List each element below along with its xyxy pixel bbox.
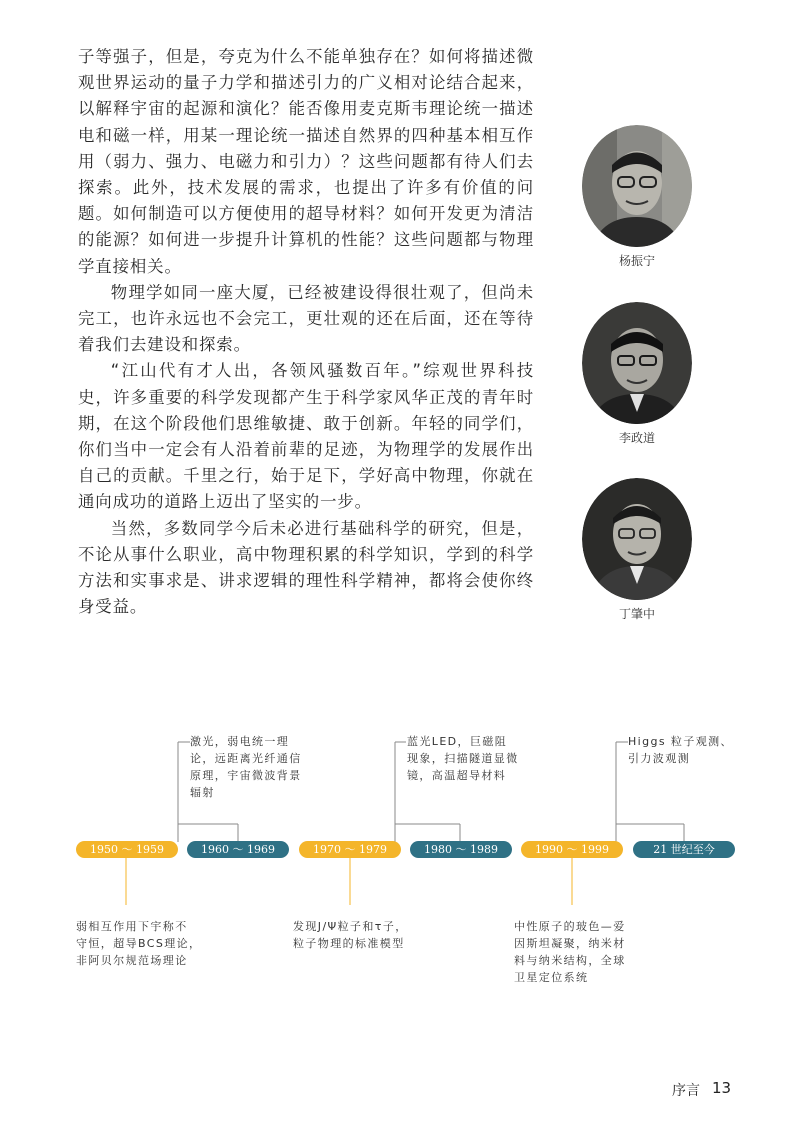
note-line: 论，远距离光纤通信 [190, 752, 302, 765]
note-line: 弱相互作用下宇称不 [76, 920, 188, 933]
timeline-period-1990s: 1990 ～ 1999 [521, 841, 623, 858]
note-line: 因斯坦凝聚，纳米材 [514, 937, 626, 950]
portrait-caption-yang: 杨振宁 [618, 254, 655, 268]
timeline-period-1950s: 1950 ～ 1959 [76, 841, 178, 858]
timeline-note-1970s [293, 918, 408, 952]
note-line: 粒子物理的标准模型 [293, 937, 405, 950]
timeline-note-1960s [190, 733, 302, 801]
note-line: 非阿贝尔规范场理论 [76, 954, 188, 967]
note-line: Higgs 粒子观测、 [628, 735, 733, 748]
timeline-period-1980s: 1980 ～ 1989 [410, 841, 512, 858]
timeline-period-1970s: 1970 ～ 1979 [299, 841, 401, 858]
portrait-caption-ding: 丁肇中 [618, 607, 655, 621]
timeline-note-1980s [407, 733, 519, 784]
note-line: 镜，高温超导材料 [407, 769, 507, 782]
note-line: 蓝光LED，巨磁阻 [407, 735, 508, 748]
paragraph-3: “江山代有才人出，各领风骚数百年。”综观世界科技史，许多重要的科学发现都产生于科学家风华正茂的青年时期，在这个阶段他们思维敏捷、敢于创新。年轻的同学们，你们当中一定会有人沿着前辈的足迹，为物理学的发展作出自己的贡献。千里之行，始于足下，学好高中物理，你就在通向成功的道路上迈出了坚实的一步。 [78, 361, 534, 512]
timeline-period-1960s: 1960 ～ 1969 [187, 841, 289, 858]
note-line: 引力波观测 [628, 752, 690, 765]
note-line: 发现J/Ψ粒子和τ子， [293, 920, 408, 933]
note-line: 中性原子的玻色—爱 [514, 920, 626, 933]
portrait-caption-li: 李政道 [618, 431, 655, 445]
note-line: 料与纳米结构，全球 [514, 954, 626, 967]
footer-section-label: 序言 [672, 1083, 700, 1099]
page-number: 13 [712, 1079, 732, 1097]
note-line: 原理，宇宙微波背景 [190, 769, 302, 782]
timeline-note-1990s [514, 918, 626, 986]
timeline-note-1950s [76, 918, 201, 969]
note-line: 现象，扫描隧道显微 [407, 752, 519, 765]
timeline-note-21st [628, 733, 733, 767]
paragraph-2: 物理学如同一座大厦，已经被建设得很壮观了，但尚未完工，也许永远也不会完工，更壮观的还在后面，还在等待着我们去建设和探索。 [78, 282, 534, 355]
note-line: 辐射 [190, 786, 215, 799]
timeline-period-21st: 21 世纪至今 [633, 841, 735, 858]
note-line: 卫星定位系统 [514, 971, 589, 984]
note-line: 守恒，超导BCS理论， [76, 937, 202, 950]
note-line: 激光，弱电统一理 [190, 735, 290, 748]
paragraph-4: 当然，多数同学今后未必进行基础科学的研究，但是，不论从事什么职业，高中物理积累的科学知识，学到的科学方法和实事求是、讲求逻辑的理性科学精神，都将会使你终身受益。 [78, 518, 534, 617]
paragraph-1: 子等强子，但是，夸克为什么不能单独存在？如何将描述微观世界运动的量子力学和描述引力的广义相对论结合起来，以解释宇宙的起源和演化？能否像用麦克斯韦理论统一描述电和磁一样，用某一理论统一描述自然界的四种基本相互作用（弱力、强力、电磁力和引力）？这些问题都有待人们去探索。此外，技术发展的需求，也提出了许多有价值的问题。如何制造可以方便使用的超导材料？如何开发更为清洁的能源？如何进一步提升计算机的性能？这些问题都与物理学直接相关。 [78, 47, 534, 276]
